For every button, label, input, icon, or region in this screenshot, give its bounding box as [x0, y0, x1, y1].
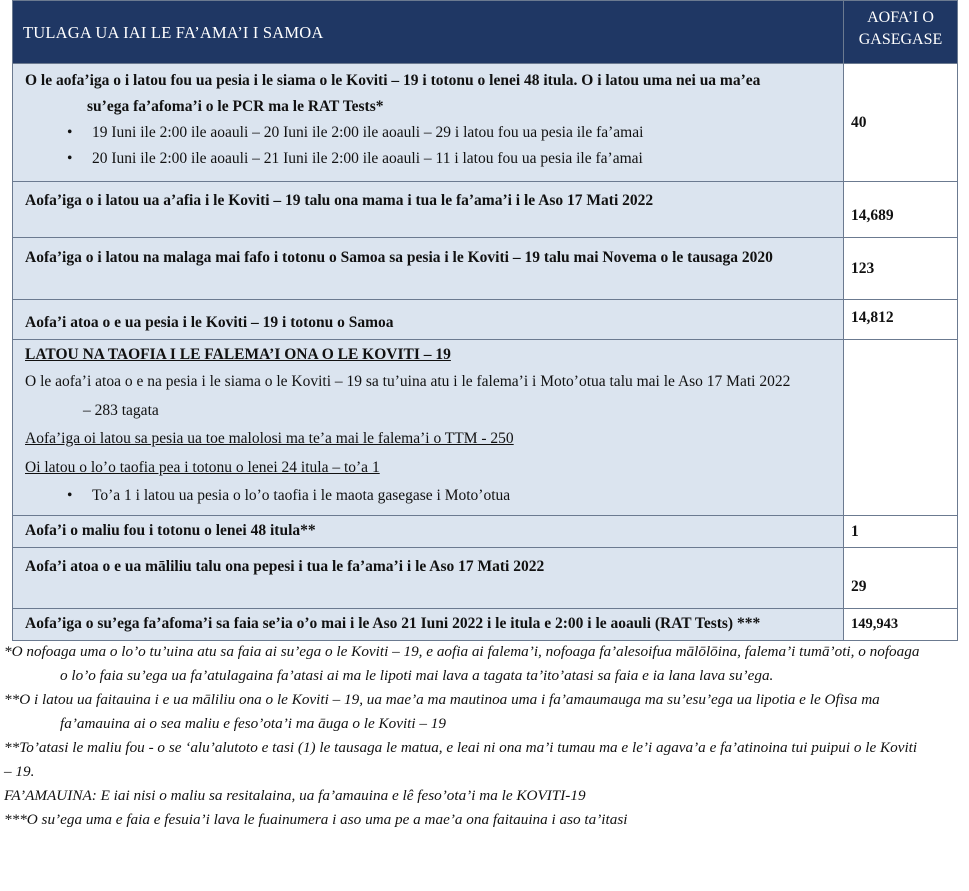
count-column-header-line2: GASEGASE [858, 31, 943, 48]
row-value [844, 516, 958, 548]
table-row [13, 340, 958, 516]
count-column-header-line1: AOFA’I O [867, 9, 934, 26]
table-row [13, 609, 958, 641]
row-value [844, 64, 958, 182]
row-text-line3: Oi latou o lo’o taofia pea i totonu o lenei 24 itula – to’a 1 [25, 458, 380, 476]
row-description [13, 340, 844, 516]
value-text: 14,812 [851, 309, 894, 326]
value-text: 149,943 [851, 616, 899, 632]
row-description: Aofa’i o maliu fou i totonu o lenei 48 itula** [13, 516, 844, 548]
value-text: 40 [851, 113, 867, 131]
bullet-list [25, 482, 835, 511]
footnote-1-cont: o lo’o faia su’ega ua fa’atulagaina fa’atasi ai ma le lipoti mai lava a tagata ta’ito’atasi sa faia e ia lana lava su’ega. [60, 667, 774, 684]
table-row [13, 238, 958, 300]
table-header [13, 1, 958, 64]
row-description: Aofa’i atoa o e ua māliliu talu ona pepesi i tua le fa’ama’i i le Aso 17 Mati 2022 [13, 548, 844, 609]
row-value [844, 182, 958, 238]
footnote-2: **O i latou ua faitauina i e ua māliliu ona o le Koviti – 19, ua mae’a ma mautinoa uma i fa’amaumauga ma su’esu’ega ua lipotia e le Ofisa ma [4, 691, 880, 708]
count-column-header [844, 1, 958, 64]
row-value [844, 548, 958, 609]
row-value [844, 340, 958, 516]
value-text: 14,689 [851, 207, 894, 224]
list-item: • To’a 1 i latou ua pesia o lo’o taofia i le maota gasegase i Moto’otua [92, 482, 835, 511]
footnotes [4, 640, 964, 832]
footnote-2-cont: fa’amauina ai o sea maliu e feso’ota’i ma āuga o le Koviti – 19 [60, 715, 446, 732]
row-text-line2: su’ega fa’afoma’i o le PCR ma le RAT Tests* [87, 98, 384, 115]
row-value [844, 238, 958, 300]
footnote-3-cont: – 19. [4, 763, 35, 780]
list-item: • 20 Iuni ile 2:00 ile aoauli – 21 Iuni ile 2:00 ile aoauli – 11 i latou fou ua pesia ile fa’amai [92, 146, 835, 172]
table-row [13, 548, 958, 609]
row-text-line1: O le aofa’i atoa o e na pesia i le siama o le Koviti – 19 sa tu’uina atu i le falema’i i Moto’otua talu mai le Aso 17 Mati 2022 [25, 373, 791, 390]
footnote-4: FA’AMAUINA: E iai nisi o maliu sa resitalaina, ua fa’amauina e lê feso’ota’i ma le KOVITI-19 [4, 787, 586, 804]
table-row [13, 300, 958, 340]
table-row [13, 516, 958, 548]
value-text: 123 [851, 259, 875, 277]
table-row [13, 182, 958, 238]
row-description: Aofa’iga o i latou ua a’afia i le Koviti – 19 talu ona mama i tua le fa’ama’i i le Aso 17 Mati 2022 [13, 182, 844, 238]
bullet-list [25, 120, 835, 172]
status-table [12, 0, 958, 641]
row-description: Aofa’iga o su’ega fa’afoma’i sa faia se’ia o’o mai i le Aso 21 Iuni 2022 i le itula e 2:00 i le aoauli (RAT Tests) *** [13, 609, 844, 641]
footnote-1-line1: *O nofoaga uma o lo’o tu’uina atu sa faia ai su’ega o le Koviti – 19, e aofia ai falema’i, nofoaga fa’alesoifua mālōlōina, falema’i tumā’oti, o nofoaga [4, 643, 920, 660]
value-text: 1 [851, 522, 859, 540]
row-description: Aofa’i atoa o e ua pesia i le Koviti – 19 i totonu o Samoa [13, 300, 844, 340]
footnote-1 [4, 640, 964, 664]
table-row [13, 64, 958, 182]
footnote-3: **To’atasi le maliu fou - o se ‘alu’alutoto e tasi (1) le tausaga le matua, e leai ni ona ma’i tumau ma e le’i agava’a e fa’atinoina tui puipui o le Koviti [4, 739, 918, 756]
row-text-line1: O le aofa’iga o i latou fou ua pesia i le siama o le Koviti – 19 i totonu o lenei 48 itula. O i latou uma nei ua ma’ea [25, 72, 761, 89]
footnote-5: ***O su’ega uma e faia e fesuia’i lava le fuainumera i aso uma pe a mae’a ona faitauina i aso ta’itasi [4, 811, 628, 828]
list-item: • 19 Iuni ile 2:00 ile aoauli – 20 Iuni ile 2:00 ile aoauli – 29 i latou fou ua pesia ile fa’amai [92, 120, 835, 146]
section-heading: LATOU NA TAOFIA I LE FALEMA’I ONA O LE KOVITI – 19 [25, 346, 451, 363]
row-value [844, 609, 958, 641]
row-description [13, 64, 844, 182]
table-title: TULAGA UA IAI LE FA’AMA’I I SAMOA [13, 1, 844, 64]
row-text-line2: Aofa’iga oi latou sa pesia ua toe malolosi ma te’a mai le falema’i o TTM - 250 [25, 430, 514, 447]
row-text-line1b: – 283 tagata [83, 401, 159, 419]
value-text: 29 [851, 578, 867, 595]
row-description: Aofa’iga o i latou na malaga mai fafo i totonu o Samoa sa pesia i le Koviti – 19 talu mai Novema o le tausaga 2020 [13, 238, 844, 300]
row-value [844, 300, 958, 340]
